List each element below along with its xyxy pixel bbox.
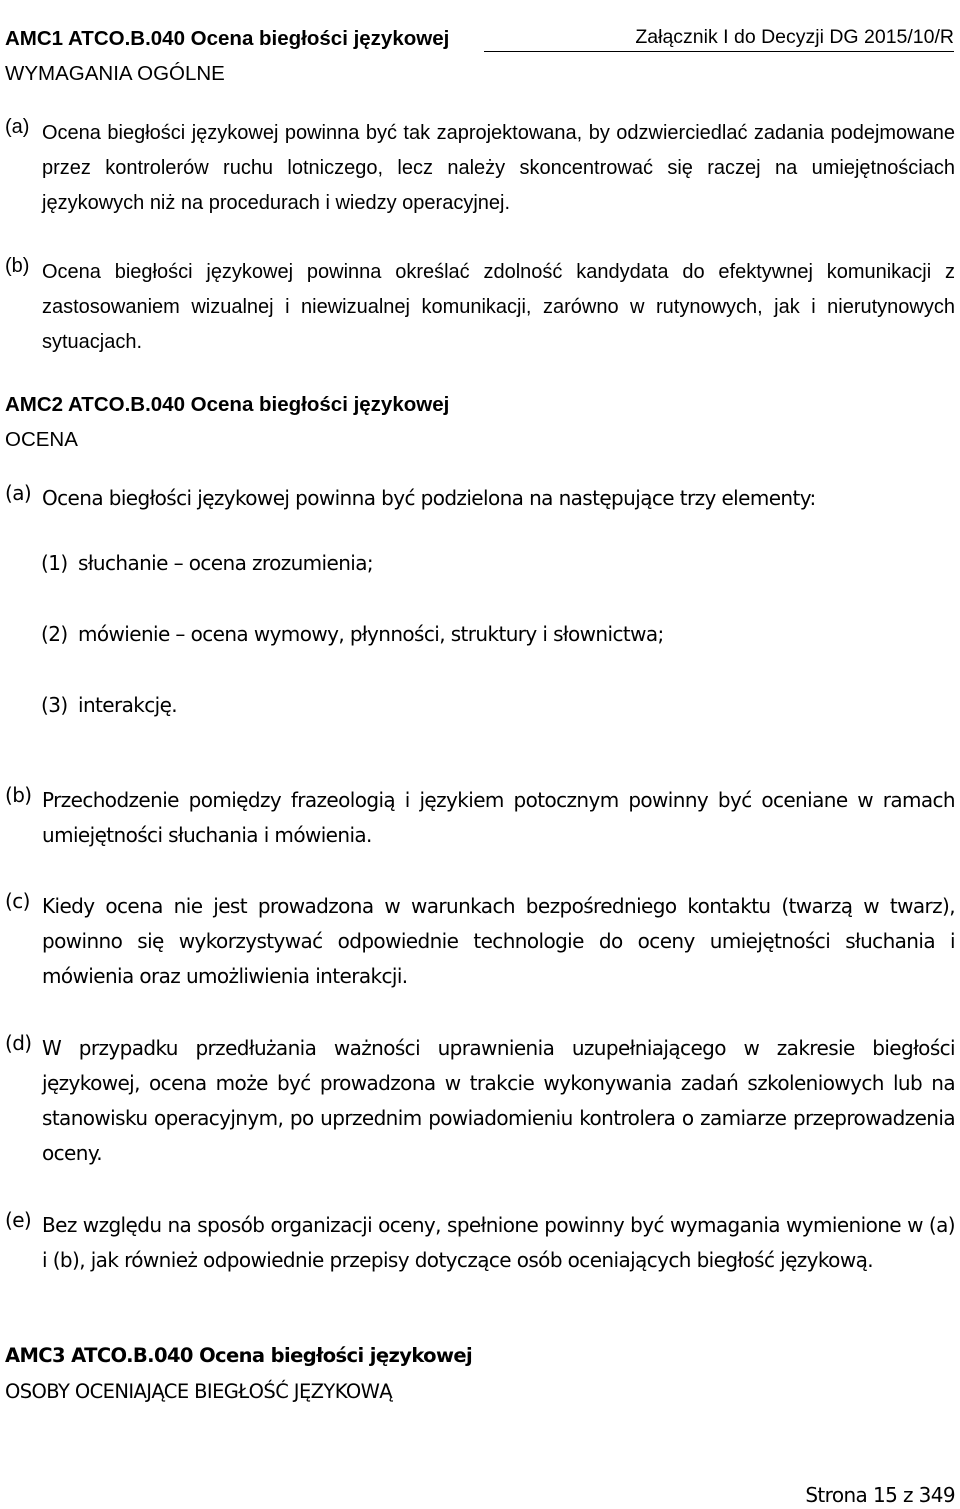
item-text: Ocena biegłości językowej powinna określać zdolność kandydata do efektywnej komunikacji z zastosowaniem wizualnej i niewizualnej komunikacji, zarówno w rutynowych, jak i nierutynowych sytuacjach.: [42, 261, 955, 353]
sub-item-text: mówienie – ocena wymowy, płynności, struktury i słownictwa;: [78, 622, 664, 646]
item-text: Ocena biegłości językowej powinna być podzielona na następujące trzy elementy:: [42, 486, 816, 510]
amc2-title: AMC2 ATCO.B.040 Ocena biegłości językowej: [5, 393, 450, 416]
item-text: Bez względu na sposób organizacji oceny, spełnione powinny być wymagania wymienione w (a) i (b), jak również odpowiednie przepisy dotyczące osób oceniających biegłość językową.: [42, 1213, 955, 1272]
item-marker: (a): [5, 116, 30, 138]
item-marker: (c): [5, 889, 30, 913]
page-number: Strona 15 z 349: [805, 1483, 955, 1507]
item-marker: (b): [5, 255, 30, 277]
item-text: Ocena biegłości językowej powinna być tak zaprojektowana, by odzwierciedlać zadania podejmowane przez kontrolerów ruchu lotniczego, lecz należy skoncentrować się raczej na umiejętnościach językowych niż na procedurach i wiedzy operacyjnej.: [42, 122, 955, 214]
item-marker: (e): [5, 1208, 32, 1232]
amc2-item-b: [5, 783, 955, 853]
amc2-item-a: [5, 481, 955, 516]
sub-item-marker: (2): [41, 622, 68, 646]
amc3-subtitle: OSOBY OCENIAJĄCE BIEGŁOŚĆ JĘZYKOWĄ: [5, 1380, 393, 1403]
amc1-item-b: [5, 255, 955, 360]
amc1-item-a: [5, 116, 955, 221]
item-text: W przypadku przedłużania ważności uprawnienia uzupełniającego w zakresie biegłości językowej, ocena może być prowadzona w trakcie wykonywania zadań szkoleniowych lub na stanowisku operacyjnym, po uprzednim powiadomieniu kontrolera o zamiarze przeprowadzenia oceny.: [42, 1036, 955, 1165]
amc2-subtitle: OCENA: [5, 428, 78, 451]
sub-item-marker: (3): [41, 693, 68, 717]
amc2-sub-item-3: [41, 693, 177, 717]
amc1-title: AMC1 ATCO.B.040 Ocena biegłości językowej: [5, 27, 450, 50]
item-marker: (b): [5, 783, 32, 807]
sub-item-text: słuchanie – ocena zrozumienia;: [78, 551, 374, 575]
item-marker: (d): [5, 1031, 32, 1055]
amc2-sub-item-1: [41, 551, 373, 575]
amc2-item-e: [5, 1208, 955, 1278]
sub-item-text: interakcję.: [78, 693, 178, 717]
annex-reference: Załącznik I do Decyzji DG 2015/10/R: [635, 26, 954, 48]
amc2-item-c: [5, 889, 955, 994]
header-rule: [484, 51, 954, 52]
amc2-sub-item-2: [41, 622, 664, 646]
amc2-item-d: [5, 1031, 955, 1171]
sub-item-marker: (1): [41, 551, 68, 575]
item-marker: (a): [5, 481, 32, 505]
item-text: Przechodzenie pomiędzy frazeologią i językiem potocznym powinny być oceniane w ramach umiejętności słuchania i mówienia.: [42, 788, 955, 847]
amc1-subtitle: WYMAGANIA OGÓLNE: [5, 62, 225, 85]
item-text: Kiedy ocena nie jest prowadzona w warunkach bezpośredniego kontaktu (twarzą w twarz), powinno się wykorzystywać odpowiednie technologie do oceny umiejętności słuchania i mówienia oraz umożliwienia interakcji.: [42, 894, 955, 988]
amc3-title: AMC3 ATCO.B.040 Ocena biegłości językowej: [5, 1344, 473, 1367]
